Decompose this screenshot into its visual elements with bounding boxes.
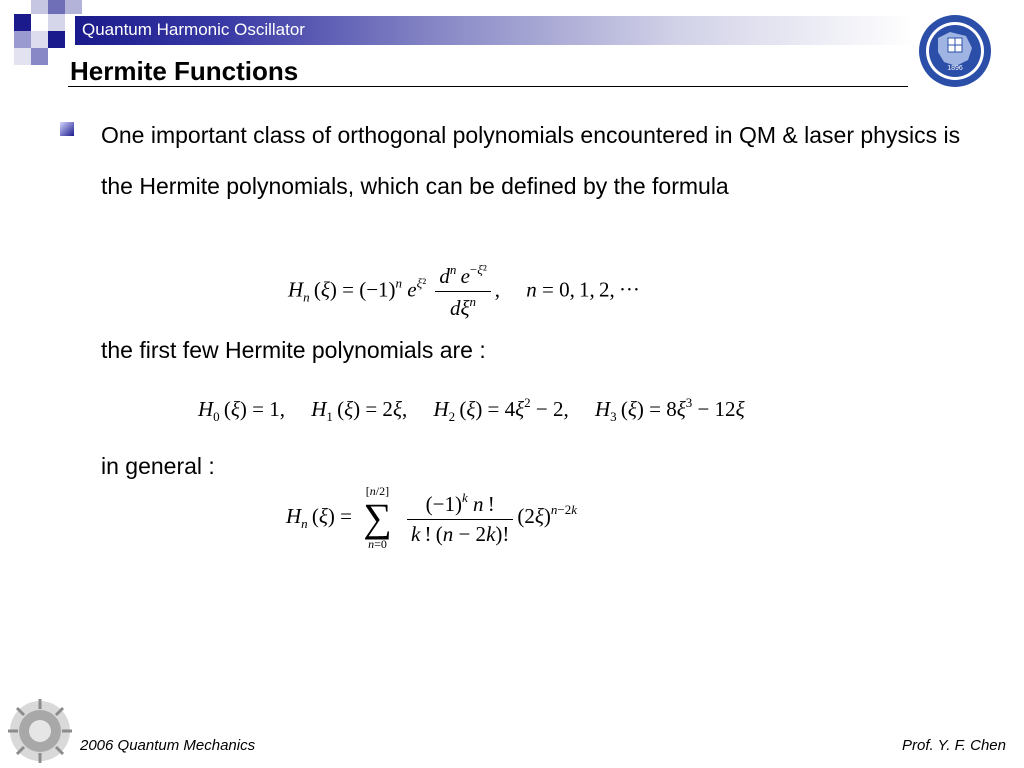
gear-logo-icon	[4, 697, 76, 765]
first-few-label: the first few Hermite polynomials are :	[101, 337, 486, 363]
footer-course: 2006 Quantum Mechanics	[80, 737, 256, 754]
title-underline	[68, 86, 908, 87]
university-logo-icon	[918, 14, 992, 88]
decor-square	[48, 14, 65, 31]
decor-square	[31, 31, 48, 48]
in-general-label: in general :	[101, 453, 215, 479]
decor-square	[31, 0, 48, 14]
formula-first-few: $H_0$ (ξ) = 1, $H_1$ (ξ) = 2ξ, $H_2$ $(\xi) = 4\xi^2 - 2$, $H_3$ $(\xi) = 8\xi^3 - 12\xi$	[198, 395, 745, 424]
formula-general: $H_n$ (ξ) = [n/2] ∑ n=0 $\frac{(-1)^k n !}{k ! (n - 2k)!}$ $(2\xi)^{n-2k}$	[286, 484, 578, 551]
logo-year: 1896	[947, 65, 963, 72]
footer-author: Prof. Y. F. Chen	[902, 737, 1006, 754]
bullet-text: One important class of orthogonal polynomials encountered in QM & laser physics is the Hermite polynomials, which can be defined by the formula	[101, 122, 961, 199]
slide-title: Hermite Functions	[70, 56, 299, 86]
decor-square	[48, 31, 65, 48]
decor-square	[31, 48, 48, 65]
decor-square	[14, 14, 31, 31]
bullet-icon	[60, 122, 74, 136]
decor-square	[14, 48, 31, 65]
formula-rodrigues: $H_n$ $(\xi) = (-1)^n$ $e^{\xi^2}$ $\frac{d^n e^{-\xi^2}}{d\xi^n}$ , n = 0, 1, 2, ···	[288, 262, 640, 320]
decor-square	[14, 31, 31, 48]
course-title: Quantum Harmonic Oscillator	[82, 20, 305, 39]
decor-square	[48, 0, 65, 14]
decor-square	[65, 0, 82, 14]
